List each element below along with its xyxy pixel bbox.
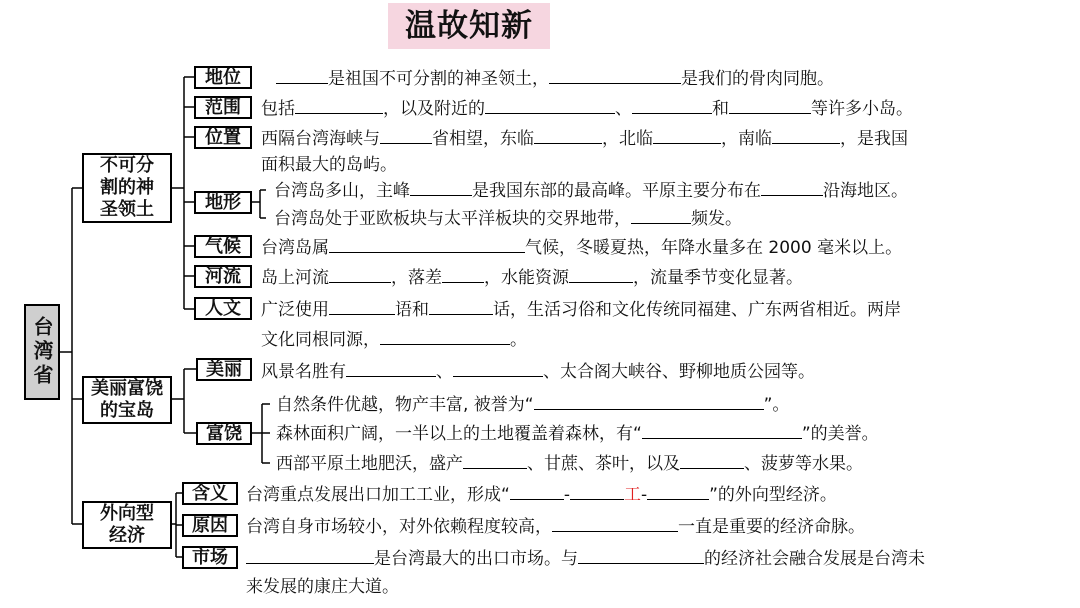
group-label: 美丽富饶的宝岛 [91, 378, 163, 421]
text: ”。 [763, 395, 790, 415]
leaf-climate: 气候 [194, 235, 252, 258]
leaf-rivers: 河流 [194, 265, 252, 288]
leaf-richness: 富饶 [196, 422, 252, 445]
group-label: 外向型经济 [100, 503, 154, 546]
text: ，北临 [602, 129, 653, 149]
leaf-scope: 范围 [194, 96, 252, 119]
text: 西隔台湾海峡与 [261, 129, 380, 149]
text: 是我们的骨肉同胞。 [681, 69, 834, 89]
text: 、甘蔗、茶叶，以及 [527, 454, 680, 474]
blank[interactable] [485, 98, 615, 114]
group-export-economy [82, 501, 172, 549]
group-treasure-island [82, 376, 172, 424]
leaf-status: 地位 [194, 66, 252, 89]
row-culture-1 [261, 299, 901, 320]
blank[interactable] [578, 548, 704, 564]
blank[interactable] [442, 267, 484, 283]
blank[interactable] [729, 98, 811, 114]
row-beauty [261, 361, 815, 382]
row-richness-3 [276, 453, 863, 474]
page-title: 温故知新 [388, 3, 550, 49]
blank[interactable] [380, 329, 510, 345]
row-reason [246, 516, 865, 537]
text: ，水能资源 [484, 268, 569, 288]
blank[interactable] [632, 98, 712, 114]
blank[interactable] [552, 516, 678, 532]
leaf-market: 市场 [182, 546, 238, 569]
text: 话，生活习俗和文化传统同福建、广东两省相近。两岸 [493, 300, 901, 320]
leaf-location: 位置 [194, 126, 252, 149]
blank[interactable] [246, 548, 374, 564]
blank[interactable] [761, 180, 823, 196]
blank[interactable] [642, 423, 802, 439]
blank[interactable] [534, 128, 602, 144]
text: 西部平原土地肥沃，盛产 [276, 454, 463, 474]
row-richness-2 [276, 423, 879, 444]
blank[interactable] [772, 128, 840, 144]
text: 自然条件优越，物产丰富, 被誉为“ [276, 395, 534, 415]
leaf-reason: 原因 [182, 514, 238, 537]
group-sacred-territory [82, 153, 172, 223]
text: 文化同根同源， [261, 330, 380, 350]
text: 是台湾最大的出口市场。与 [374, 549, 578, 569]
root-label: 台湾省 [30, 316, 54, 388]
leaf-culture: 人文 [194, 297, 252, 320]
text: 是我国东部的最高峰。平原主要分布在 [472, 181, 761, 201]
text: ，流量季节变化显著。 [633, 268, 803, 288]
text: 台湾自身市场较小，对外依赖程度较高， [246, 517, 552, 537]
text: 气候，冬暖夏热，年降水量多在 2000 毫米以上。 [525, 238, 903, 258]
text: 台湾重点发展出口加工工业，形成“ [246, 485, 510, 505]
text: ，是我国 [840, 129, 908, 149]
text: 是祖国不可分割的神圣领土， [328, 69, 549, 89]
blank[interactable] [329, 237, 525, 253]
row-terrain-2 [274, 208, 742, 229]
text: 、菠萝等水果。 [744, 454, 863, 474]
row-market-1 [246, 548, 925, 569]
text: ”的美誉。 [801, 424, 879, 444]
blank[interactable] [510, 484, 564, 500]
blank[interactable] [346, 361, 436, 377]
blank[interactable] [534, 394, 764, 410]
row-richness-1 [276, 394, 789, 415]
leaf-beauty: 美丽 [196, 358, 252, 381]
dash: - [563, 485, 570, 505]
text: 风景名胜有 [261, 362, 346, 382]
dash: - [640, 485, 648, 505]
blank[interactable] [295, 98, 383, 114]
row-terrain-1 [274, 180, 908, 201]
row-rivers [261, 267, 803, 288]
blank[interactable] [647, 484, 709, 500]
text: 包括 [261, 99, 295, 119]
group-label: 不可分割的神圣领土 [100, 155, 154, 220]
blank[interactable] [463, 453, 527, 469]
text: 广泛使用 [261, 300, 329, 320]
row-location-2: 面积最大的岛屿。 [261, 155, 397, 175]
blank[interactable] [549, 68, 681, 84]
row-culture-2 [261, 329, 527, 350]
leaf-meaning: 含义 [182, 482, 238, 505]
text: 一直是重要的经济命脉。 [678, 517, 865, 537]
leaf-terrain: 地形 [194, 191, 252, 214]
text: ”的外向型经济。 [709, 485, 837, 505]
blank[interactable] [429, 299, 493, 315]
blank[interactable] [329, 299, 395, 315]
row-location-1 [261, 128, 908, 149]
blank[interactable] [453, 361, 543, 377]
root-node-taiwan [24, 304, 60, 400]
blank[interactable] [570, 484, 624, 500]
blank[interactable] [653, 128, 721, 144]
blank[interactable] [569, 267, 633, 283]
red-character: 工 [623, 485, 641, 505]
blank[interactable] [410, 180, 472, 196]
text: 和 [712, 99, 729, 119]
row-meaning [246, 484, 837, 505]
row-climate [261, 237, 902, 258]
text: 语和 [395, 300, 429, 320]
text: 。 [510, 330, 527, 350]
blank[interactable] [680, 453, 744, 469]
text: ，南临 [721, 129, 772, 149]
row-market-2: 来发展的康庄大道。 [246, 577, 399, 597]
row-scope [261, 98, 913, 119]
blank[interactable] [329, 267, 391, 283]
text: 省相望，东临 [432, 129, 534, 149]
text: 、 [615, 99, 632, 119]
blank[interactable] [380, 128, 432, 144]
text: 的经济社会融合发展是台湾未 [704, 549, 925, 569]
text: ，落差 [391, 268, 442, 288]
text: 频发。 [691, 209, 742, 229]
blank[interactable] [631, 208, 691, 224]
blank[interactable] [276, 68, 328, 84]
text: 沿海地区。 [823, 181, 908, 201]
text: 等许多小岛。 [811, 99, 913, 119]
text: ，以及附近的 [383, 99, 485, 119]
text: 台湾岛属 [261, 238, 329, 258]
text: 台湾岛处于亚欧板块与太平洋板块的交界地带， [274, 209, 631, 229]
text: 、太合阁大峡谷、野柳地质公园等。 [543, 362, 815, 382]
row-status [276, 68, 834, 89]
text: 、 [436, 362, 453, 382]
text: 森林面积广阔，一半以上的土地覆盖着森林，有“ [276, 424, 642, 444]
text: 岛上河流 [261, 268, 329, 288]
text: 台湾岛多山，主峰 [274, 181, 410, 201]
